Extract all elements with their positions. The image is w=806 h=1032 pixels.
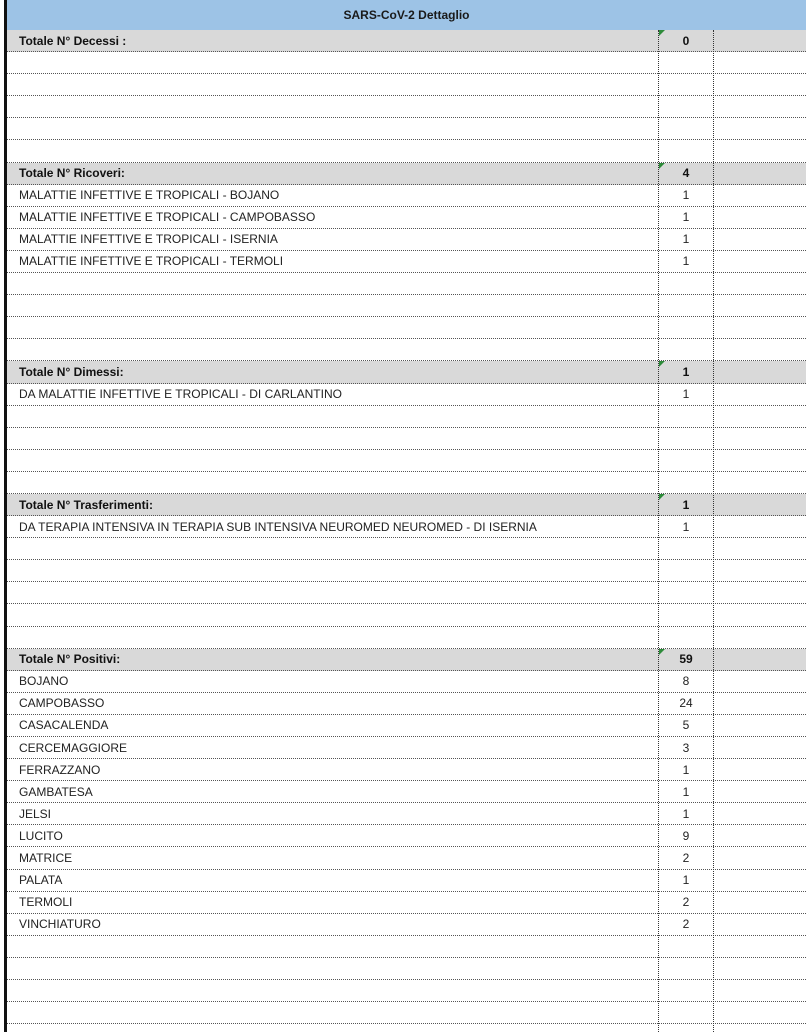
table-row[interactable] bbox=[7, 185, 806, 207]
row-value: 5 bbox=[682, 718, 690, 733]
section-header-row[interactable] bbox=[7, 163, 806, 185]
row-value: 1 bbox=[682, 762, 690, 777]
row-label: LUCITO bbox=[19, 828, 63, 843]
row-label: MALATTIE INFETTIVE E TROPICALI - ISERNIA bbox=[19, 232, 278, 247]
section-header-row[interactable] bbox=[7, 361, 806, 383]
empty-row[interactable] bbox=[7, 980, 806, 1002]
empty-row[interactable] bbox=[7, 428, 806, 450]
empty-row[interactable] bbox=[7, 936, 806, 958]
row-value: 1 bbox=[682, 232, 690, 247]
row-label: Totale N° Decessi : bbox=[19, 33, 127, 48]
section-header-row[interactable] bbox=[7, 494, 806, 516]
row-value bbox=[659, 96, 713, 117]
row-label: MALATTIE INFETTIVE E TROPICALI - CAMPOBASSO bbox=[19, 210, 316, 225]
table-row[interactable] bbox=[7, 781, 806, 803]
table-row[interactable] bbox=[7, 207, 806, 229]
table-row[interactable] bbox=[7, 892, 806, 914]
row-label: PALATA bbox=[19, 873, 63, 888]
row-value: 4 bbox=[682, 166, 690, 181]
row-value bbox=[659, 472, 713, 493]
sheet-left-border bbox=[4, 0, 7, 1032]
row-value: 1 bbox=[682, 364, 690, 379]
empty-row[interactable] bbox=[7, 582, 806, 604]
row-label: Totale N° Dimessi: bbox=[19, 364, 124, 379]
table-row[interactable] bbox=[7, 229, 806, 251]
empty-row[interactable] bbox=[7, 295, 806, 317]
empty-row[interactable] bbox=[7, 273, 806, 295]
row-value bbox=[659, 627, 713, 648]
row-value: 1 bbox=[682, 784, 690, 799]
row-value: 2 bbox=[682, 895, 690, 910]
row-label: CAMPOBASSO bbox=[19, 696, 105, 711]
row-value: 24 bbox=[679, 696, 693, 711]
row-label: JELSI bbox=[19, 806, 52, 821]
column-divider bbox=[713, 30, 714, 1032]
empty-row[interactable] bbox=[7, 339, 806, 361]
row-label: FERRAZZANO bbox=[19, 762, 101, 777]
row-value bbox=[659, 406, 713, 427]
sheet-rows bbox=[7, 30, 806, 1024]
table-row[interactable] bbox=[7, 825, 806, 847]
empty-row[interactable] bbox=[7, 472, 806, 494]
row-value bbox=[659, 538, 713, 559]
row-label: MALATTIE INFETTIVE E TROPICALI - BOJANO bbox=[19, 188, 280, 203]
row-value bbox=[659, 295, 713, 316]
sheet-header[interactable] bbox=[7, 0, 806, 31]
row-label: CERCEMAGGIORE bbox=[19, 740, 128, 755]
section-header-row[interactable] bbox=[7, 30, 806, 52]
row-label: CASACALENDA bbox=[19, 718, 109, 733]
table-row[interactable] bbox=[7, 914, 806, 936]
table-row[interactable] bbox=[7, 671, 806, 693]
row-value bbox=[659, 980, 713, 1001]
row-value bbox=[659, 52, 713, 73]
row-label: MALATTIE INFETTIVE E TROPICALI - TERMOLI bbox=[19, 254, 284, 269]
row-value: 1 bbox=[682, 873, 690, 888]
empty-row[interactable] bbox=[7, 560, 806, 582]
table-row[interactable] bbox=[7, 870, 806, 892]
row-label: BOJANO bbox=[19, 674, 69, 689]
row-value bbox=[659, 339, 713, 360]
empty-row[interactable] bbox=[7, 317, 806, 339]
row-value: 9 bbox=[682, 828, 690, 843]
empty-row[interactable] bbox=[7, 538, 806, 560]
table-row[interactable] bbox=[7, 803, 806, 825]
column-divider bbox=[658, 30, 659, 1032]
row-label: VINCHIATURO bbox=[19, 917, 101, 932]
empty-row[interactable] bbox=[7, 604, 806, 626]
row-value bbox=[659, 273, 713, 294]
row-label: Totale N° Ricoveri: bbox=[19, 166, 125, 181]
row-value bbox=[659, 604, 713, 625]
table-row[interactable] bbox=[7, 759, 806, 781]
row-value: 59 bbox=[679, 652, 693, 667]
row-value bbox=[659, 74, 713, 95]
row-value: 1 bbox=[682, 188, 690, 203]
row-value bbox=[659, 936, 713, 957]
table-row[interactable] bbox=[7, 384, 806, 406]
row-value: 1 bbox=[682, 497, 690, 512]
row-value: 0 bbox=[682, 33, 690, 48]
row-label: TERMOLI bbox=[19, 895, 73, 910]
table-row[interactable] bbox=[7, 715, 806, 737]
row-value: 1 bbox=[682, 519, 690, 534]
row-value bbox=[659, 317, 713, 338]
row-label: GAMBATESA bbox=[19, 784, 93, 799]
row-value bbox=[659, 958, 713, 979]
row-value: 1 bbox=[682, 806, 690, 821]
empty-row[interactable] bbox=[7, 1002, 806, 1024]
empty-row[interactable] bbox=[7, 627, 806, 649]
row-label: MATRICE bbox=[19, 851, 73, 866]
section-header-row[interactable] bbox=[7, 649, 806, 671]
table-row[interactable] bbox=[7, 693, 806, 715]
empty-row[interactable] bbox=[7, 118, 806, 140]
empty-row[interactable] bbox=[7, 74, 806, 96]
empty-row[interactable] bbox=[7, 96, 806, 118]
row-value bbox=[659, 560, 713, 581]
table-row[interactable] bbox=[7, 737, 806, 759]
empty-row[interactable] bbox=[7, 406, 806, 428]
row-label: Totale N° Positivi: bbox=[19, 652, 121, 667]
row-label: DA MALATTIE INFETTIVE E TROPICALI - DI CARLANTINO bbox=[19, 387, 342, 402]
row-value bbox=[659, 140, 713, 161]
table-row[interactable] bbox=[7, 847, 806, 869]
sheet-title: SARS-CoV-2 Dettaglio bbox=[343, 8, 470, 22]
table-row[interactable] bbox=[7, 251, 806, 273]
row-value bbox=[659, 582, 713, 603]
row-value: 1 bbox=[682, 210, 690, 225]
row-label: DA TERAPIA INTENSIVA IN TERAPIA SUB INTENSIVA NEUROMED NEUROMED - DI ISERNIA bbox=[19, 519, 537, 534]
row-value bbox=[659, 428, 713, 449]
row-label: Totale N° Trasferimenti: bbox=[19, 497, 153, 512]
row-value bbox=[659, 1002, 713, 1023]
empty-row[interactable] bbox=[7, 958, 806, 980]
row-value: 8 bbox=[682, 674, 690, 689]
empty-row[interactable] bbox=[7, 140, 806, 162]
row-value: 2 bbox=[682, 851, 690, 866]
row-value: 1 bbox=[682, 254, 690, 269]
empty-row[interactable] bbox=[7, 52, 806, 74]
row-value: 1 bbox=[682, 387, 690, 402]
row-value bbox=[659, 118, 713, 139]
row-value: 3 bbox=[682, 740, 690, 755]
table-row[interactable] bbox=[7, 516, 806, 538]
row-value: 2 bbox=[682, 917, 690, 932]
empty-row[interactable] bbox=[7, 450, 806, 472]
row-value bbox=[659, 450, 713, 471]
